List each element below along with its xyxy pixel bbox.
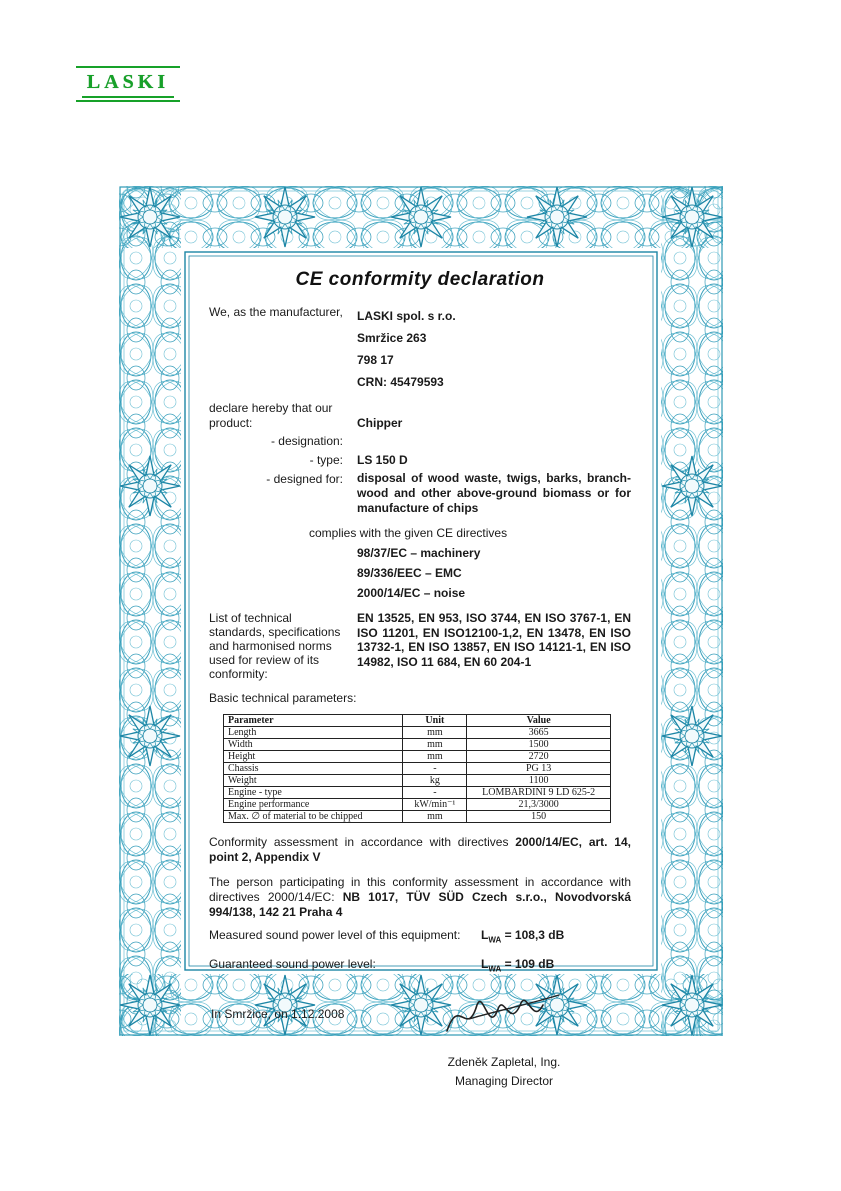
col-parameter: Parameter (224, 715, 403, 727)
manufacturer-address2: 798 17 (357, 353, 394, 367)
type-value: LS 150 D (357, 453, 408, 467)
person-prefix: The person participating in this conformity assessment in accordance with directives 2000/14/EC: (209, 875, 631, 904)
cell-value: PG 13 (467, 763, 611, 775)
designation-label: - designation: (270, 434, 343, 448)
logo-underline (82, 96, 174, 98)
certificate (119, 186, 723, 1088)
lwa-subscript: WA (488, 964, 502, 974)
assessment-prefix: Conformity assessment in accordance with directives (209, 835, 516, 849)
cell-parameter: Height (224, 751, 403, 763)
designation-value (357, 433, 631, 450)
manufacturer-label: We, as the manufacturer, (209, 305, 343, 319)
signatory-name: Zdeněk Zapletal, Ing. (447, 1054, 561, 1069)
cell-value: LOMBARDINI 9 LD 625-2 (467, 787, 611, 799)
cell-value: 150 (467, 811, 611, 823)
table-row (224, 811, 611, 823)
table-header-row (224, 715, 611, 727)
directive-machinery: 98/37/EC – machinery (357, 546, 481, 560)
standards-row (209, 611, 631, 681)
cell-unit: - (403, 787, 467, 799)
measured-sound-value (481, 926, 564, 949)
guaranteed-sound-value (481, 955, 554, 978)
assessment-paragraph (209, 835, 631, 865)
table-row (224, 751, 611, 763)
table-row (224, 763, 611, 775)
product-row (209, 401, 631, 431)
measured-sound-label: Measured sound power level of this equipment: (209, 928, 461, 942)
manufacturer-row (209, 305, 631, 393)
signatory-block (379, 1053, 629, 1091)
certificate-content (209, 266, 631, 1095)
measured-sound-row (209, 926, 631, 949)
guaranteed-sound-label: Guaranteed sound power level: (209, 957, 376, 972)
cell-value: 2720 (467, 751, 611, 763)
product-value: Chipper (357, 416, 403, 430)
lwa-symbol: L (481, 928, 489, 942)
directives-heading: complies with the given CE directives (309, 526, 508, 540)
cell-parameter: Max. ∅ of material to be chipped (224, 811, 403, 823)
manufacturer-name: LASKI spol. s r.o. (357, 309, 456, 323)
signature (441, 989, 571, 1043)
designed-for-row (209, 471, 631, 516)
designed-for-label: - designed for: (266, 472, 343, 486)
certificate-footer (209, 995, 631, 1095)
guaranteed-db: = 109 dB (504, 957, 555, 972)
directive-emc: 89/336/EEC – EMC (357, 566, 462, 580)
place-date: In Smržice, on 1.12.2008 (211, 1006, 345, 1021)
logo-text: LASKI (86, 71, 170, 93)
cell-parameter: Engine - type (224, 787, 403, 799)
assessment-bold: 2000/14/EC, art. 14, point 2, Appendix V (209, 835, 631, 864)
parameters-heading: Basic technical parameters: (209, 691, 357, 705)
cell-value: 3665 (467, 727, 611, 739)
certificate-title: CE conformity declaration (295, 269, 545, 290)
designed-for-value: disposal of wood waste, twigs, barks, branch-wood and other above-ground biomass or for manufacture of chips (357, 471, 631, 515)
cell-value: 21,3/3000 (467, 799, 611, 811)
cell-unit: mm (403, 751, 467, 763)
lwa-symbol: L (481, 957, 489, 972)
cell-parameter: Width (224, 739, 403, 751)
cell-value: 1100 (467, 775, 611, 787)
cell-unit: mm (403, 739, 467, 751)
manufacturer-crn: CRN: 45479593 (357, 375, 444, 389)
table-row (224, 787, 611, 799)
directive-noise: 2000/14/EC – noise (357, 586, 466, 600)
table-row (224, 799, 611, 811)
col-unit: Unit (403, 715, 467, 727)
guaranteed-sound-row (209, 955, 631, 978)
product-label: declare hereby that our product: (209, 401, 333, 430)
table-row (224, 727, 611, 739)
signatory-title: Managing Director (454, 1073, 554, 1088)
standards-label: List of technical standards, specifications and harmonised norms used for review of its conformity: (209, 611, 341, 681)
manufacturer-address1: Smržice 263 (357, 331, 427, 345)
laski-logo (76, 66, 180, 102)
standards-value: EN 13525, EN 953, ISO 3744, EN ISO 3767-1, EN ISO 11201, EN ISO12100-1,2, EN 13478, EN ISO 13732-1, EN ISO 13857, EN ISO 14121-1, EN ISO 14982, ISO 11 684, EN 60 204-1 (357, 611, 631, 669)
cell-parameter: Chassis (224, 763, 403, 775)
cell-parameter: Engine performance (224, 799, 403, 811)
measured-db: = 108,3 dB (504, 928, 565, 942)
cell-unit: mm (403, 727, 467, 739)
cell-value: 1500 (467, 739, 611, 751)
table-row (224, 775, 611, 787)
col-value: Value (467, 715, 611, 727)
cell-unit: kg (403, 775, 467, 787)
type-row (209, 452, 631, 469)
designation-row (209, 433, 631, 450)
cell-unit: - (403, 763, 467, 775)
lwa-subscript: WA (488, 935, 502, 945)
manufacturer-details (357, 305, 631, 393)
person-bold: NB 1017, TÜV SÜD Czech s.r.o., Novodvorská 994/138, 142 21 Praha 4 (209, 890, 631, 919)
cell-unit: kW/min⁻¹ (403, 799, 467, 811)
cell-parameter: Weight (224, 775, 403, 787)
cell-parameter: Length (224, 727, 403, 739)
type-label: - type: (309, 453, 343, 467)
person-paragraph (209, 875, 631, 920)
table-row (224, 739, 611, 751)
cell-unit: mm (403, 811, 467, 823)
parameters-table (223, 714, 611, 823)
